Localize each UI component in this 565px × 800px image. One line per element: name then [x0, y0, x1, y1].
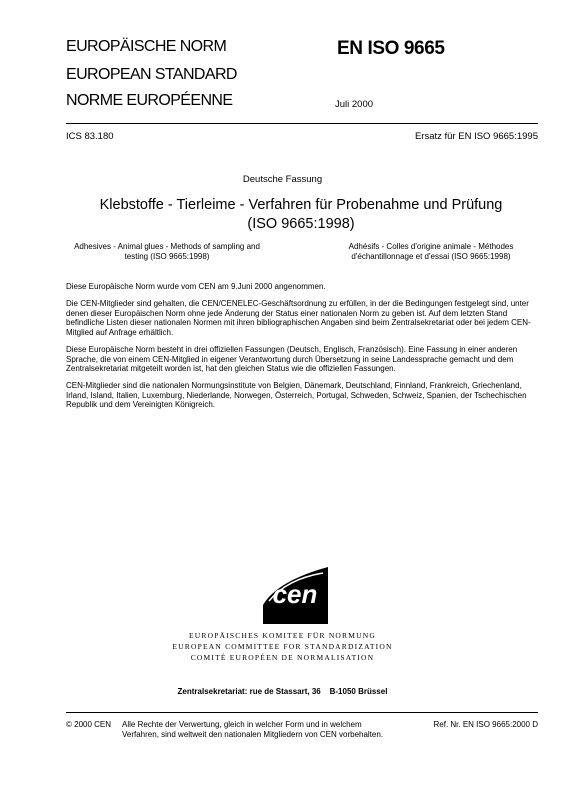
english-title-line-2: testing (ISO 9665:1998)	[124, 252, 210, 261]
footer-divider	[66, 712, 538, 713]
version-label: Deutsche Fassung	[242, 174, 323, 185]
ics-code: ICS 83.180	[66, 131, 114, 142]
english-title	[58, 242, 276, 262]
cen-logo	[263, 561, 328, 624]
copyright-notice: © 2000 CEN	[66, 720, 112, 729]
secretariat-address: Zentralsekretariat: rue de Stassart, 36 B-1050 Brüssel	[177, 687, 388, 696]
standard-number: EN ISO 9665	[337, 38, 445, 59]
french-title-line-1: Adhésifs - Colles d'origine animale - Méthodes	[348, 242, 514, 251]
standard-name-de: EUROPÄISCHE NORM	[66, 38, 227, 55]
rights-line-1: Alle Rechte der Verwertung, gleich in welcher Form und in welchem	[122, 720, 362, 729]
publication-date: Juli 2000	[335, 99, 374, 110]
title-line-1: Klebstoffe - Tierleime - Verfahren für Probenahme und Prüfung	[99, 197, 503, 213]
french-title-line-2: d'échantillonnage et d'essai (ISO 9665:1998)	[351, 252, 511, 261]
reference-number: Ref. Nr. EN ISO 9665:2000 D	[433, 720, 538, 729]
cen-logo-text: cen	[272, 579, 318, 609]
adoption-paragraph: Diese Europäische Norm wurde vom CEN am 9.Juni 2000 angenommen.	[66, 282, 326, 291]
organization-name-fr: COMITÉ EUROPÉEN DE NORMALISATION	[190, 653, 375, 662]
organization-name-en: EUROPEAN COMMITTEE FOR STANDARDIZATION	[172, 642, 393, 651]
supersedes-note: Ersatz für EN ISO 9665:1995	[414, 131, 538, 142]
header-divider	[66, 123, 538, 124]
standard-name-en: EUROPEAN STANDARD	[66, 66, 237, 83]
organization-name-de: EUROPÄISCHES KOMITEE FÜR NORMUNG	[189, 631, 376, 640]
versions-paragraph: Diese Europäische Norm besteht in drei offiziellen Fassungen (Deutsch, Englisch, Französisch). Eine Fassung in einer anderen Sprache, die von einem CEN-Mitglied in eigener Verantwortung durch Übersetzung in seine Landessprache gemacht und dem Zentralsekretariat mitgeteilt worden ist, hat den gleichen Status wie die offiziellen Fassungen.	[66, 345, 518, 374]
french-title	[326, 242, 536, 262]
english-title-line-1: Adhesives - Animal glues - Methods of sampling and	[74, 242, 260, 251]
rights-line-2: Verfahren, sind weltweit den nationalen Mitgliedern von CEN vorbehalten.	[122, 730, 384, 739]
regulations-paragraph: Die CEN-Mitglieder sind gehalten, die CEN/CENELEC-Geschäftsordnung zu erfüllen, in der die Bedingungen festgelegt sind, unter denen dieser Europäischen Norm ohne jede Änderung der Status einer nationalen Norm zu geben ist. Auf dem letzten Stand befindliche Listen dieser nationalen Normen mit ihren bibliographischen Angaben sind beim Zentralsekretariat oder bei jedem CEN-Mitglied auf Anfrage erhältlich.	[66, 299, 531, 337]
rights-notice	[122, 720, 422, 740]
standard-name-fr: NORME EUROPÉENNE	[66, 92, 233, 109]
title-line-2: (ISO 9665:1998)	[247, 216, 355, 232]
members-paragraph: CEN-Mitglieder sind die nationalen Normungsinstitute von Belgien, Dänemark, Deutschland, Finnland, Frankreich, Griechenland, Irland, Island, Italien, Luxemburg, Niederlande, Norwegen, Österreich, Portugal, Schweden, Schweiz, Spanien, der Tschechischen Republik und dem Vereinigten Königreich.	[66, 381, 527, 410]
document-title	[80, 196, 522, 234]
